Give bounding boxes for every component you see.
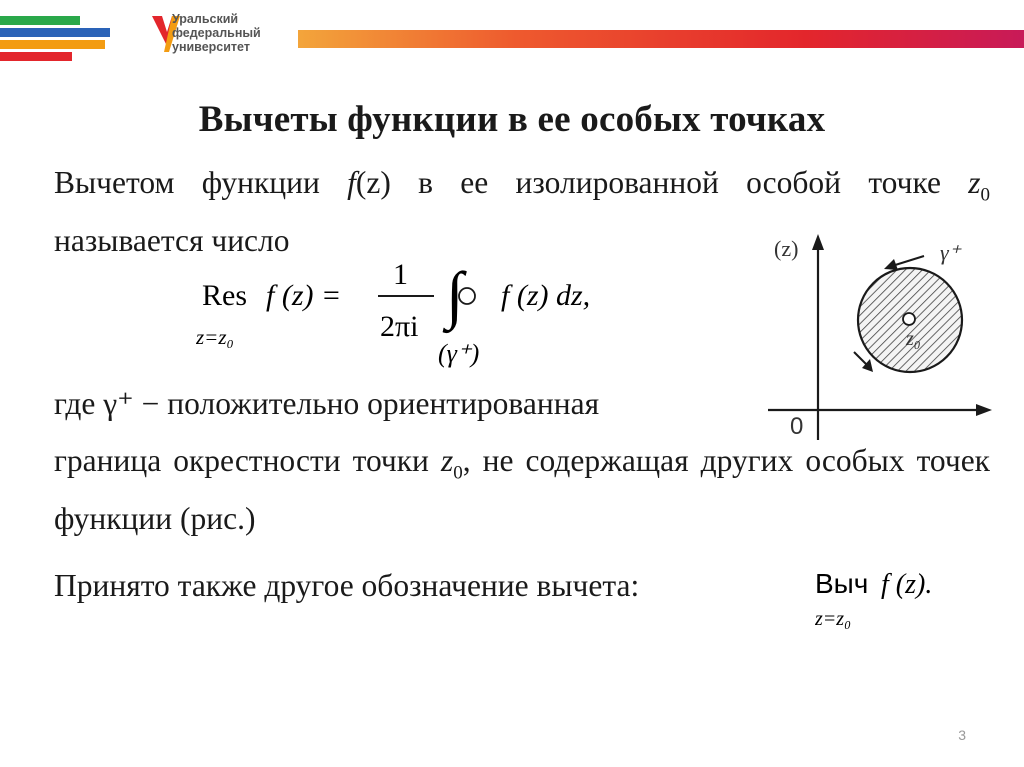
formula-res: Res (202, 279, 247, 312)
paragraph-boundary: граница окрестности точки $z_0$, не содержащая других особых точек функции (рис.) (54, 443, 990, 537)
stripe-red-left (0, 52, 72, 61)
figure-axis-label: (z) (774, 236, 799, 261)
paragraph-gamma: где γ⁺ − положительно ориентированная (54, 386, 600, 421)
formula-lhs: f (z) = (266, 279, 342, 312)
singular-point-marker (903, 313, 915, 325)
notation-fz: f (z). (881, 569, 933, 600)
stripe-red-right (298, 30, 1024, 48)
alt-notation-formula (815, 567, 975, 637)
y-axis-arrow-icon (812, 234, 824, 250)
logo-line-1: Уральский (172, 12, 239, 26)
formula-numerator: 1 (393, 258, 408, 291)
stripe-green (0, 16, 80, 25)
stripe-blue (0, 28, 110, 37)
orientation-arrowhead-top-icon (884, 259, 898, 270)
formula-denominator: 2πi (380, 310, 419, 343)
slide-title: Вычеты функции в ее особых точках (198, 99, 826, 140)
notation-op: Выч (815, 568, 869, 599)
residue-figure (760, 228, 1000, 443)
x-axis-arrow-icon (976, 404, 992, 416)
formula-integrand: f (z) dz, (501, 279, 591, 312)
residue-formula (196, 258, 636, 388)
formula-contour: (γ⁺) (438, 339, 480, 368)
figure-point-label: z₀ (906, 328, 921, 350)
contour-integral-icon: ∫ (446, 259, 464, 330)
logo-text (172, 12, 261, 54)
figure-origin-label: 0 (790, 413, 804, 440)
header-bar (0, 0, 1024, 70)
notation-limit: z=z₀ (815, 608, 852, 630)
figure-contour-label: γ⁺ (940, 240, 961, 265)
logo-line-3: университет (172, 40, 250, 54)
formula-limit: z=z₀ (196, 325, 234, 349)
paragraph-definition: Вычетом функции f(z) в ее изолированной особой точке $z_0$ называется число (54, 165, 991, 259)
stripe-orange (0, 40, 105, 49)
logo-line-2: федеральный (172, 26, 261, 40)
page-number: 3 (958, 727, 966, 743)
paragraph-notation: Принято также другое обозначение вычета: (54, 568, 640, 603)
orientation-arrow-top (892, 256, 924, 266)
